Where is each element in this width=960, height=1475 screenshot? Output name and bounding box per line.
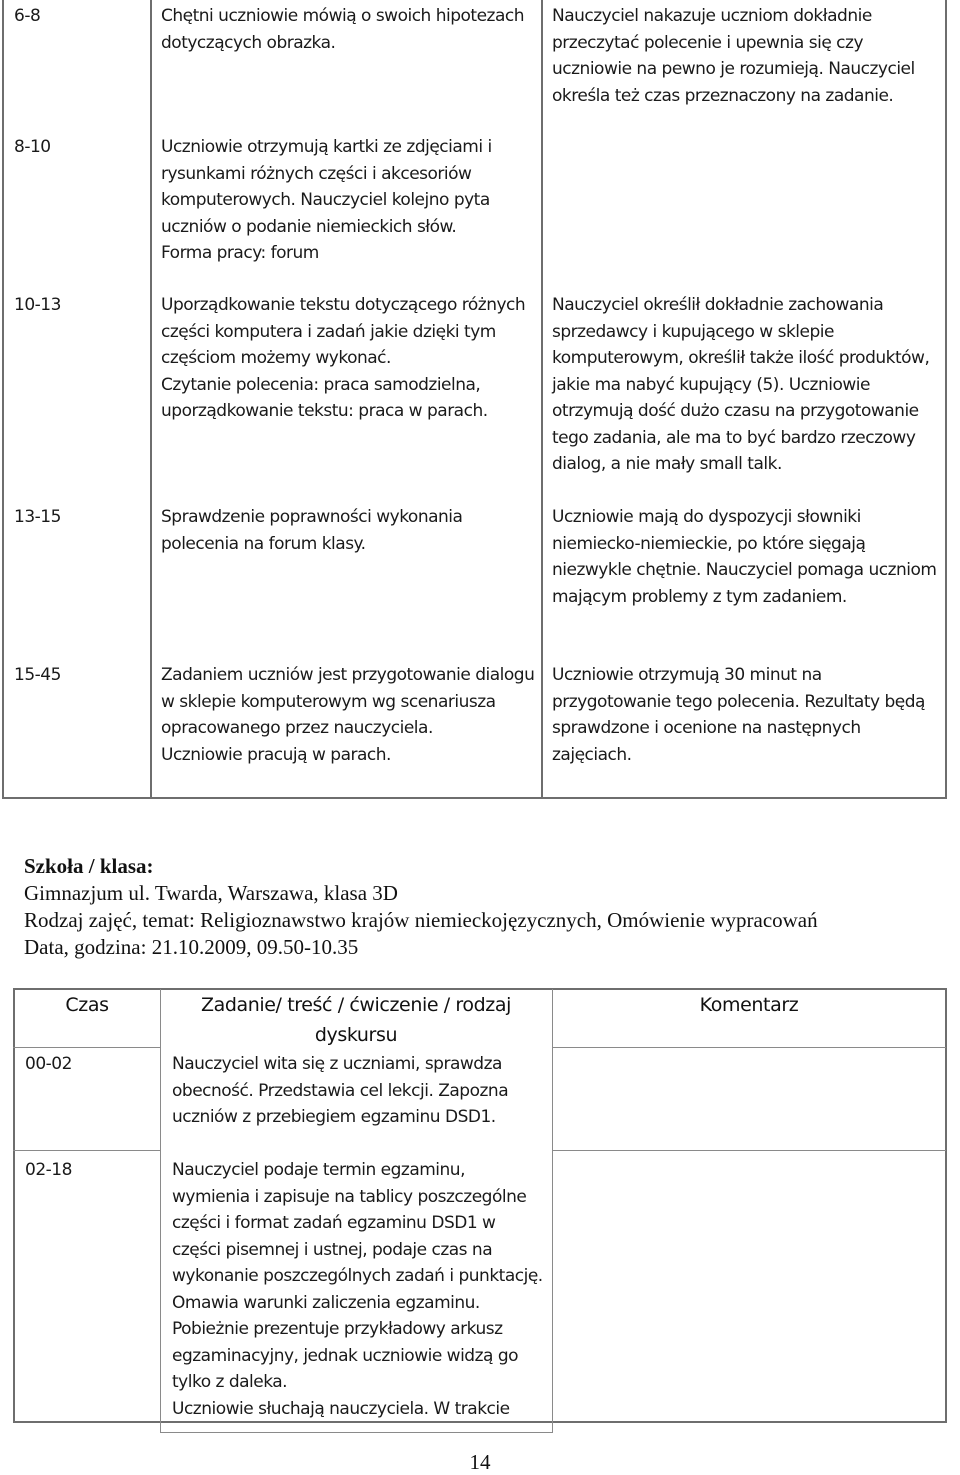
task-text: Uporządkowanie tekstu dotyczącego różnych części komputera i zadań jakie dzięki tym częściom możemy wykonać. bbox=[161, 295, 526, 368]
table-cell-task bbox=[161, 662, 536, 768]
comment-text: Nauczyciel określił dokładnie zachowania sprzedawcy i kupującego w sklepie komputerowym, określił także ilość produktów, jakie ma nabyć kupujący (5). Uczniowie otrzymują dość dużo czasu na przygotowanie tego zadania, ale ma to być bardzo rzeczowy dialog, a nie mały small talk. bbox=[552, 295, 930, 474]
table2-row-rule bbox=[13, 1150, 161, 1151]
task-text: Czytanie polecenia: praca samodzielna, uporządkowanie tekstu: praca w parach. bbox=[161, 374, 488, 421]
task-text: Nauczyciel wita się z uczniami, sprawdza obecność. Przedstawia cel lekcji. Zapozna uczniów z przebiegiem egzaminu DSD1. bbox=[172, 1054, 509, 1127]
comment-text: Uczniowie otrzymują 30 minut na przygotowanie tego polecenia. Rezultaty będą sprawdzone i ocenione na następnych zajęciach. bbox=[552, 665, 925, 765]
task-text: Uczniowie słuchają nauczyciela. W trakcie bbox=[172, 1398, 510, 1419]
task-text: Sprawdzenie poprawności wykonania polecenia na forum klasy. bbox=[161, 507, 463, 554]
task-text: Zadaniem uczniów jest przygotowanie dialogu w sklepie komputerowym wg scenariusza opracowanego przez nauczyciela. bbox=[161, 665, 535, 738]
table-cell-task bbox=[161, 504, 536, 557]
lesson-info-date: Data, godzina: 21.10.2009, 09.50-10.35 bbox=[24, 935, 359, 959]
lesson-info-topic: Rodzaj zajęć, temat: Religioznawstwo krajów niemieckojęzycznych, Omówienie wypracowań bbox=[24, 908, 818, 932]
table-cell-task bbox=[161, 292, 536, 425]
page-number: 14 bbox=[469, 1450, 491, 1474]
table-cell-task bbox=[161, 3, 536, 56]
task-text: Nauczyciel podaje termin egzaminu, wymienia i zapisuje na tablicy poszczególne części i format zadań egzaminu DSD1 w części pisemnej i ustnej, podaje czas na wykonanie poszczególnych zadań i punktację. Omawia warunki zaliczenia egzaminu. Pobieżnie prezentuje przykładowy arkusz egzaminacyjny, jednak uczniowie widzą go tylko z daleka. bbox=[172, 1160, 543, 1392]
table1-border-right bbox=[945, 0, 947, 798]
table-cell-comment bbox=[552, 3, 940, 109]
table1-divider-2 bbox=[541, 0, 543, 798]
table-cell-time: 6-8 bbox=[14, 6, 41, 26]
table2-header-rule bbox=[13, 1047, 161, 1048]
table2-task-rule bbox=[161, 1432, 553, 1433]
comment-text: Uczniowie mają do dyspozycji słowniki niemiecko-niemieckie, po które sięgają niezwykle chętnie. Nauczyciel pomaga uczniom mającym problemy z tym zadaniem. bbox=[552, 507, 937, 607]
table2-border-right bbox=[945, 988, 947, 1422]
table2-divider-2 bbox=[552, 989, 553, 1433]
table2-header-rule bbox=[553, 1047, 946, 1048]
column-header-comment: Komentarz bbox=[699, 994, 799, 1016]
table-cell-time: 15-45 bbox=[14, 665, 61, 685]
table-cell-time: 10-13 bbox=[14, 295, 61, 315]
lesson-info-heading: Szkoła / klasa: bbox=[24, 854, 154, 878]
table-cell-task bbox=[172, 1051, 544, 1131]
table-cell-task bbox=[161, 134, 536, 267]
task-text: Uczniowie otrzymują kartki ze zdjęciami i rysunkami różnych części i akcesoriów komputerowych. Nauczyciel kolejno pyta uczniów o podanie niemieckich słów. bbox=[161, 137, 492, 237]
table-cell-time: 8-10 bbox=[14, 137, 51, 157]
task-text: Forma pracy: forum bbox=[161, 243, 319, 263]
table2-row-rule bbox=[553, 1150, 946, 1151]
table-cell-comment bbox=[552, 504, 940, 610]
task-text: Uczniowie pracują w parach. bbox=[161, 744, 391, 765]
table-cell-time: 00-02 bbox=[25, 1054, 72, 1074]
table1-border-bottom bbox=[2, 797, 947, 799]
table2-border-left bbox=[13, 988, 15, 1422]
table-cell-comment bbox=[552, 662, 940, 768]
table2-divider-1 bbox=[160, 989, 161, 1433]
table-cell-time: 13-15 bbox=[14, 507, 61, 527]
table-cell-comment bbox=[552, 292, 940, 478]
task-text: Chętni uczniowie mówią o swoich hipotezach dotyczących obrazka. bbox=[161, 6, 525, 53]
column-header-task: Zadanie/ treść / ćwiczenie / rodzaj dyskursu bbox=[200, 994, 511, 1046]
table-cell-time: 02-18 bbox=[25, 1160, 72, 1180]
lesson-info-school: Gimnazjum ul. Twarda, Warszawa, klasa 3D bbox=[24, 881, 398, 905]
table-cell-task bbox=[172, 1157, 544, 1422]
column-header-time: Czas bbox=[65, 994, 109, 1016]
table1-divider-1 bbox=[150, 0, 152, 798]
comment-text: Nauczyciel nakazuje uczniom dokładnie przeczytać polecenie i upewnia się czy uczniowie na pewno je rozumieją. Nauczyciel określa też czas przeznaczony na zadanie. bbox=[552, 6, 915, 106]
table1-border-left bbox=[2, 0, 4, 798]
